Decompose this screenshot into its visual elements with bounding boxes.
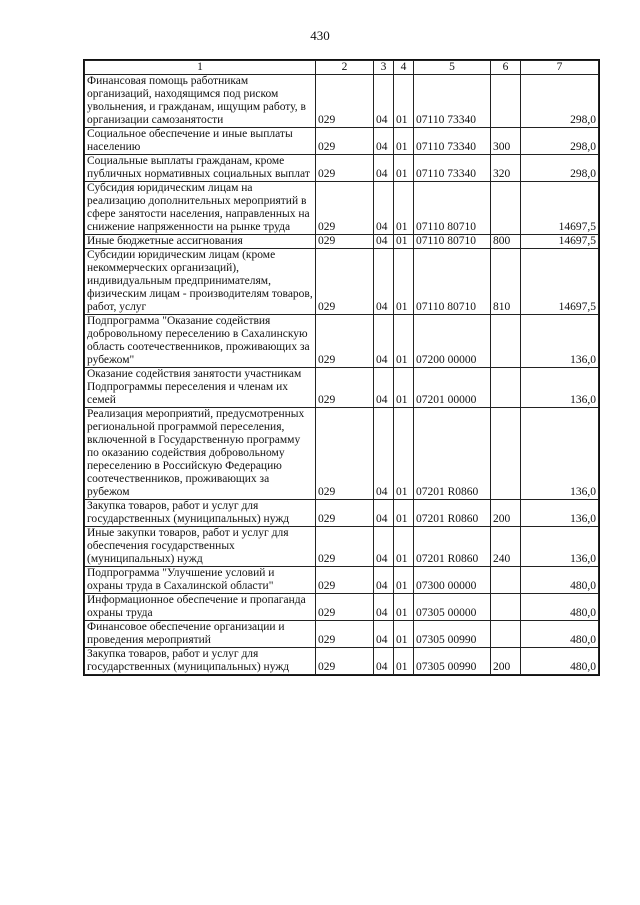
row-c2-cell: 029 [316, 594, 374, 621]
row-c7-cell: 480,0 [521, 594, 599, 621]
row-name-cell: Социальное обеспечение и иные выплаты населению [85, 128, 316, 155]
row-c2-cell: 029 [316, 408, 374, 500]
row-c2-cell: 029 [316, 527, 374, 567]
row-c7-cell: 480,0 [521, 567, 599, 594]
row-name-cell: Иные закупки товаров, работ и услуг для обеспечения государственных (муниципальных) нужд [85, 527, 316, 567]
row-c5-cell: 07110 80710 [414, 182, 491, 235]
row-c5-cell: 07110 73340 [414, 75, 491, 128]
row-c3-cell: 04 [374, 249, 394, 315]
row-name-cell: Подпрограмма "Улучшение условий и охраны труда в Сахалинской области" [85, 567, 316, 594]
table-row [85, 621, 599, 648]
budget-table [84, 60, 599, 675]
row-c3-cell: 04 [374, 182, 394, 235]
row-c6-cell: 320 [491, 155, 521, 182]
row-name-cell: Иные бюджетные ассигнования [85, 235, 316, 249]
row-c2-cell: 029 [316, 567, 374, 594]
row-c3-cell: 04 [374, 621, 394, 648]
row-name-cell: Информационное обеспечение и пропаганда охраны труда [85, 594, 316, 621]
row-c4-cell: 01 [394, 235, 414, 249]
row-c7-cell: 136,0 [521, 315, 599, 368]
row-c6-cell [491, 567, 521, 594]
header-row [85, 61, 599, 75]
table-row [85, 249, 599, 315]
row-c3-cell: 04 [374, 594, 394, 621]
row-name-cell: Реализация мероприятий, предусмотренных региональной программой переселения, включенной в Государственную программу по оказанию содействия добровольному переселению в Российскую Федерацию соотечественников, проживающих за рубежом [85, 408, 316, 500]
row-c2-cell: 029 [316, 249, 374, 315]
row-c2-cell: 029 [316, 621, 374, 648]
table-row [85, 500, 599, 527]
row-c6-cell [491, 621, 521, 648]
row-c7-cell: 298,0 [521, 75, 599, 128]
row-c3-cell: 04 [374, 408, 394, 500]
row-c3-cell: 04 [374, 155, 394, 182]
row-c6-cell [491, 408, 521, 500]
row-c7-cell: 298,0 [521, 155, 599, 182]
row-c5-cell: 07300 00000 [414, 567, 491, 594]
page-number: 430 [310, 28, 330, 43]
row-c4-cell: 01 [394, 648, 414, 675]
row-c7-cell: 14697,5 [521, 249, 599, 315]
row-c6-cell [491, 594, 521, 621]
row-c4-cell: 01 [394, 594, 414, 621]
column-header-5: 5 [414, 61, 491, 75]
row-c4-cell: 01 [394, 182, 414, 235]
row-c7-cell: 136,0 [521, 368, 599, 408]
row-c4-cell: 01 [394, 75, 414, 128]
column-header-1: 1 [85, 61, 316, 75]
row-name-cell: Финансовое обеспечение организации и проведения мероприятий [85, 621, 316, 648]
row-c3-cell: 04 [374, 315, 394, 368]
row-c5-cell: 07110 80710 [414, 249, 491, 315]
row-c6-cell [491, 315, 521, 368]
row-c4-cell: 01 [394, 368, 414, 408]
table-row [85, 182, 599, 235]
column-header-4: 4 [394, 61, 414, 75]
row-c2-cell: 029 [316, 75, 374, 128]
row-name-cell: Закупка товаров, работ и услуг для государственных (муниципальных) нужд [85, 648, 316, 675]
column-header-2: 2 [316, 61, 374, 75]
row-c6-cell [491, 75, 521, 128]
row-c3-cell: 04 [374, 368, 394, 408]
table-row [85, 315, 599, 368]
row-c6-cell: 300 [491, 128, 521, 155]
row-c6-cell: 810 [491, 249, 521, 315]
row-c2-cell: 029 [316, 128, 374, 155]
row-c7-cell: 298,0 [521, 128, 599, 155]
row-c7-cell: 136,0 [521, 408, 599, 500]
row-c5-cell: 07110 80710 [414, 235, 491, 249]
row-c2-cell: 029 [316, 648, 374, 675]
row-name-cell: Субсидия юридическим лицам на реализацию дополнительных мероприятий в сфере занятости населения, направленных на снижение напряженности на рынке труда [85, 182, 316, 235]
row-c3-cell: 04 [374, 128, 394, 155]
row-name-cell: Подпрограмма "Оказание содействия добровольному переселению в Сахалинскую область соотечественников, проживающих за рубежом" [85, 315, 316, 368]
row-c3-cell: 04 [374, 500, 394, 527]
row-c7-cell: 136,0 [521, 527, 599, 567]
row-c5-cell: 07305 00990 [414, 621, 491, 648]
row-name-cell: Оказание содействия занятости участникам Подпрограммы переселения и членам их семей [85, 368, 316, 408]
row-c6-cell: 200 [491, 648, 521, 675]
row-c6-cell [491, 368, 521, 408]
row-c7-cell: 14697,5 [521, 182, 599, 235]
row-c3-cell: 04 [374, 75, 394, 128]
row-c4-cell: 01 [394, 408, 414, 500]
row-c6-cell: 200 [491, 500, 521, 527]
row-name-cell: Финансовая помощь работникам организаций, находящимся под риском увольнения, и гражданам, ищущим работу, в организации самозанятости [85, 75, 316, 128]
table-row [85, 408, 599, 500]
row-c5-cell: 07110 73340 [414, 155, 491, 182]
row-c3-cell: 04 [374, 235, 394, 249]
table-row [85, 368, 599, 408]
row-c2-cell: 029 [316, 368, 374, 408]
row-c5-cell: 07200 00000 [414, 315, 491, 368]
row-c3-cell: 04 [374, 567, 394, 594]
row-c6-cell [491, 182, 521, 235]
row-c2-cell: 029 [316, 155, 374, 182]
row-c2-cell: 029 [316, 235, 374, 249]
row-c5-cell: 07110 73340 [414, 128, 491, 155]
row-c4-cell: 01 [394, 621, 414, 648]
row-c3-cell: 04 [374, 648, 394, 675]
row-c5-cell: 07201 R0860 [414, 500, 491, 527]
row-c2-cell: 029 [316, 500, 374, 527]
table-row [85, 527, 599, 567]
row-c5-cell: 07305 00000 [414, 594, 491, 621]
row-c7-cell: 480,0 [521, 621, 599, 648]
table-row [85, 648, 599, 675]
row-c4-cell: 01 [394, 155, 414, 182]
row-c5-cell: 07201 R0860 [414, 527, 491, 567]
table-row [85, 155, 599, 182]
row-c4-cell: 01 [394, 500, 414, 527]
row-c7-cell: 480,0 [521, 648, 599, 675]
row-c7-cell: 14697,5 [521, 235, 599, 249]
column-header-3: 3 [374, 61, 394, 75]
row-name-cell: Закупка товаров, работ и услуг для государственных (муниципальных) нужд [85, 500, 316, 527]
row-c2-cell: 029 [316, 182, 374, 235]
row-c6-cell: 240 [491, 527, 521, 567]
row-c7-cell: 136,0 [521, 500, 599, 527]
table-row [85, 567, 599, 594]
row-c4-cell: 01 [394, 249, 414, 315]
row-c6-cell: 800 [491, 235, 521, 249]
row-c3-cell: 04 [374, 527, 394, 567]
table-row [85, 75, 599, 128]
row-c4-cell: 01 [394, 527, 414, 567]
row-c5-cell: 07201 R0860 [414, 408, 491, 500]
table-row [85, 594, 599, 621]
table-row [85, 235, 599, 249]
row-name-cell: Субсидии юридическим лицам (кроме некоммерческих организаций), индивидуальным предпринимателям, физическим лицам - производителям товаров, работ, услуг [85, 249, 316, 315]
row-c4-cell: 01 [394, 128, 414, 155]
row-c5-cell: 07201 00000 [414, 368, 491, 408]
table-row [85, 128, 599, 155]
row-c2-cell: 029 [316, 315, 374, 368]
column-header-7: 7 [521, 61, 599, 75]
column-header-6: 6 [491, 61, 521, 75]
row-name-cell: Социальные выплаты гражданам, кроме публичных нормативных социальных выплат [85, 155, 316, 182]
row-c4-cell: 01 [394, 567, 414, 594]
row-c5-cell: 07305 00990 [414, 648, 491, 675]
row-c4-cell: 01 [394, 315, 414, 368]
